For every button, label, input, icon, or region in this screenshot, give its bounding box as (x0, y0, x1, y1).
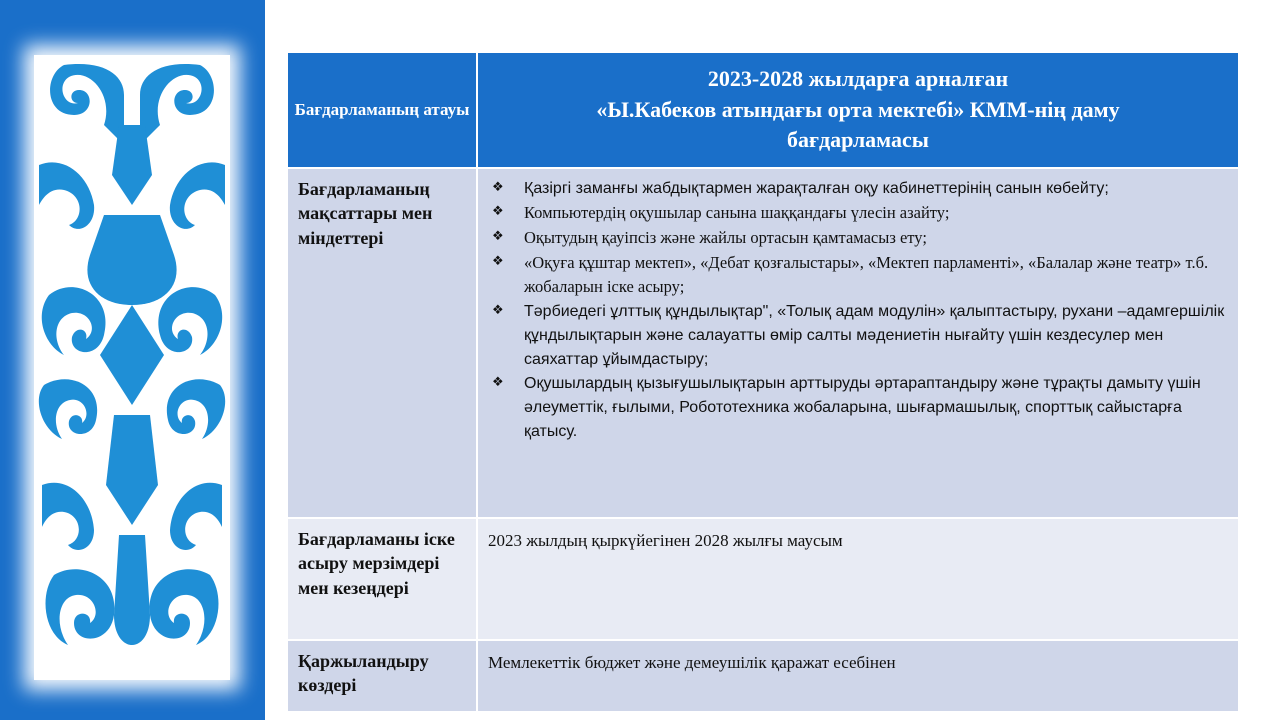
timeline-row (287, 518, 1239, 640)
list-item: ❖ Оқытудың қауіпсіз және жайлы ортасын қамтамасыз ету; (492, 227, 927, 247)
goals-row (287, 168, 1239, 518)
ornament-frame (34, 55, 230, 680)
title-line-3: бағдарламасы (787, 127, 929, 153)
funding-label: Қаржыландыру көздері (287, 640, 477, 712)
list-item: ❖ Оқушылардың қызығушылықтарын арттыруды әртараптандыру және тұрақты дамыту үшін әлеуметтік, ғылыми, Робототехника жобаларына, шығармашылық, спорттық сайыстарға қатысу. (492, 374, 1201, 440)
funding-row (287, 640, 1239, 712)
diamond-bullet-icon: ❖ (492, 203, 504, 218)
diamond-bullet-icon: ❖ (492, 227, 504, 243)
kazakh-ornament-icon (34, 55, 230, 680)
funding-value: Мемлекеттік бюджет және демеушілік қаражат есебінен (477, 640, 1239, 712)
list-item: ❖ «Оқуға құштар мектеп», «Дебат қозғалыстары», «Мектеп парламенті», «Балалар және театр» т.б. жобаларын іске асыру; (492, 252, 1209, 297)
program-title (477, 52, 1239, 168)
timeline-value: 2023 жылдың қыркүйегінен 2028 жылғы маусым (477, 518, 1239, 640)
program-info-table (286, 51, 1240, 713)
header-row (287, 52, 1239, 168)
list-item: ❖ Тәрбиедегі ұлттық құндылықтар", «Толық адам модулін» қалыптастыру, рухани –адамгершілік құндылықтарын және салауатты өмір салты мәдениетін нығайту үшін кездесулер мен саяхаттар ұйымдастыру; (492, 302, 1225, 368)
title-line-2: «Ы.Кабеков атындағы орта мектебі» КММ-нің даму (596, 96, 1120, 122)
diamond-bullet-icon: ❖ (492, 179, 504, 194)
diamond-bullet-icon: ❖ (492, 374, 504, 389)
side-panel (0, 0, 265, 720)
goals-label: Бағдарламаның мақсаттары мен міндеттері (287, 168, 477, 518)
list-item: ❖ Компьютердің оқушылар санына шаққандағы үлесін азайту; (492, 203, 950, 222)
diamond-bullet-icon: ❖ (492, 302, 504, 317)
header-label: Бағдарламаның атауы (287, 52, 477, 168)
list-item: ❖ Қазіргі заманғы жабдықтармен жарақталған оқу кабинеттерінің санын көбейту; (492, 179, 1109, 197)
title-line-1: 2023-2028 жылдарға арналған (707, 66, 1009, 92)
goals-list-cell (477, 168, 1239, 518)
timeline-label: Бағдарламаны іске асыру мерзімдері мен кезеңдері (287, 518, 477, 640)
goals-list (488, 177, 1228, 444)
diamond-bullet-icon: ❖ (492, 252, 504, 268)
